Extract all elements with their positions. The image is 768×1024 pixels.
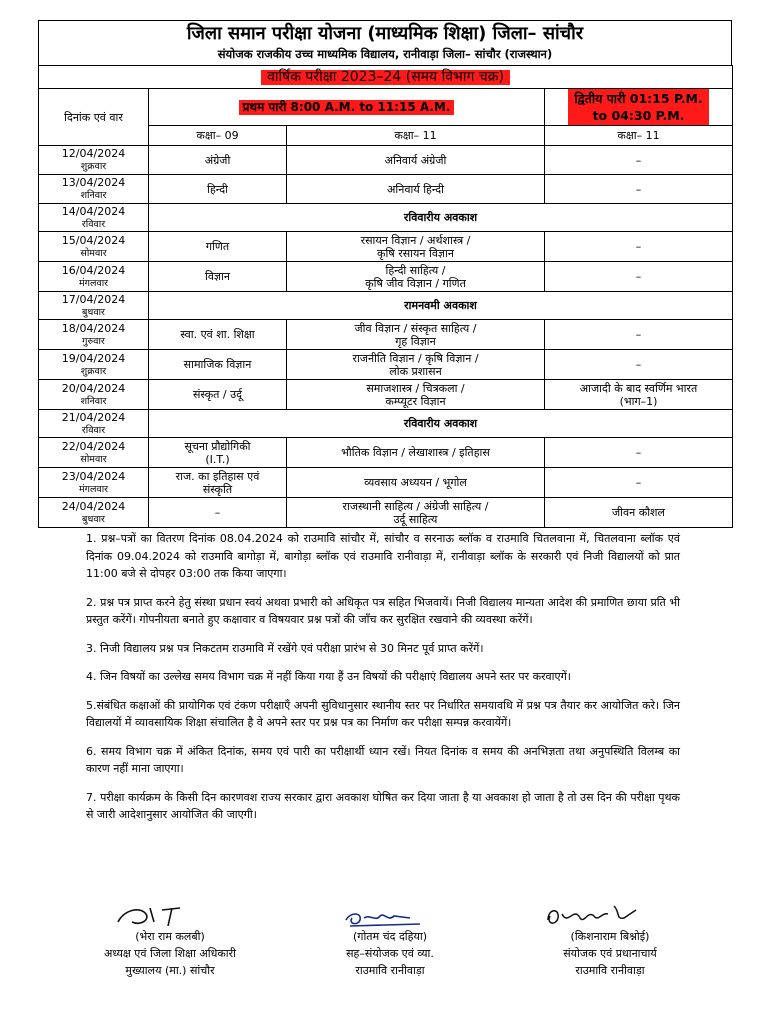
date-value: 19/04/2024 — [61, 351, 126, 365]
class11-shift2-subject: – — [545, 175, 733, 204]
class9-subject: विज्ञान — [149, 262, 287, 292]
document-header — [38, 20, 732, 65]
table-row — [39, 468, 733, 498]
signatory-office: मुख्यालय (मा.) सांचौर — [125, 964, 215, 977]
day-value: मंगलवार — [78, 483, 109, 495]
page-title: जिला समान परीक्षा योजना (माध्यमिक शिक्षा) जिला– सांचौर — [186, 23, 584, 44]
note-item: 1. प्रश्न–पत्रों का वितरण दिनांक 08.04.2024 को राउमावि सांचौर में, सांचौर व सरनाऊ ब्लॉक व राउमावि चितलवाना में, चितलवाना ब्लॉक एवं दिनांक 09.04.2024 को राउमावि बागोड़ा में, बागोड़ा ब्लॉक एवं राउमावि रानीवाड़ा में, रानीवाड़ा ब्लॉक के सरकारी एवं निजी विद्यालयों को प्रात 11:00 बजे से दोपहर 03:00 तक किया जाएगा। — [86, 532, 680, 580]
date-cell — [39, 204, 149, 232]
class9-subject: हिन्दी — [149, 175, 287, 204]
class9-subject: अंग्रेजी — [149, 146, 287, 175]
date-value: 15/04/2024 — [61, 233, 126, 247]
class11-header: कक्षा– 11 — [287, 126, 545, 146]
class9-subject: संस्कृत / उर्दू — [149, 380, 287, 410]
holiday-cell: रामनवमी अवकाश — [149, 292, 733, 320]
class11-subject: व्यवसाय अध्ययन / भूगोल — [287, 468, 545, 498]
date-value: 14/04/2024 — [61, 204, 126, 218]
class11-shift2-subject: जीवन कौशल — [545, 498, 733, 528]
signatory-name: (गोतम चंद दहिया) — [352, 930, 428, 943]
table-row — [39, 204, 733, 232]
table-row — [39, 232, 733, 262]
class9-subject: गणित — [149, 232, 287, 262]
signature-image — [60, 900, 280, 928]
day-value: शुक्रवार — [80, 365, 107, 377]
date-value: 18/04/2024 — [61, 321, 126, 335]
class11-subject: हिन्दी साहित्य / कृषि जीव विज्ञान / गणित — [287, 262, 545, 292]
day-value: शुक्रवार — [80, 161, 107, 172]
class11-shift2-subject: – — [545, 350, 733, 380]
class9-header: कक्षा– 09 — [149, 126, 287, 146]
day-value: रविवार — [81, 218, 106, 230]
class11-shift2-subject: – — [545, 232, 733, 262]
class11-subject: अनिवार्य अंग्रेजी — [287, 146, 545, 175]
class11-subject: रसायन विज्ञान / अर्थशास्त्र / कृषि रसायन विज्ञान — [287, 232, 545, 262]
date-cell — [39, 438, 149, 468]
class9-subject: – — [149, 498, 287, 528]
date-value: 16/04/2024 — [61, 263, 126, 277]
note-item: 7. परीक्षा कार्यक्रम के किसी दिन कारणवश राज्य सरकार द्वारा अवकाश घोषित कर दिया जाता है या अवकाश हो जाता है तो उस दिन की परीक्षा पृथक से जारी आदेशानुसार आयोजित की जाएगी। — [86, 790, 680, 821]
signature-image — [280, 900, 500, 928]
date-value: 22/04/2024 — [61, 439, 126, 453]
date-cell — [39, 468, 149, 498]
shift1-label: प्रथम पारी 8:00 A.M. to 11:15 A.M. — [239, 100, 455, 115]
signatory-office: राउमावि रानीवाड़ा — [355, 964, 425, 977]
day-value: रविवार — [81, 424, 106, 436]
table-row — [39, 350, 733, 380]
note-item: 6. समय विभाग चक्र में अंकित दिनांक, समय एवं पारी का परीक्षार्थी ध्यान रखें। नियत दिनांक व समय की अनभिज्ञता तथा अनुपस्थिति विलम्ब का कारण नहीं माना जाएगा। — [86, 744, 680, 775]
class9-subject: स्वा. एवं शा. शिक्षा — [149, 320, 287, 350]
note-item: 3. निजी विद्यालय प्रश्न पत्र निकटतम राउमावि में रखेंगे एवं परीक्षा प्रारंभ से 30 मिनट पूर्व प्राप्त करेंगें। — [86, 641, 484, 655]
timetable-body — [39, 146, 733, 528]
class11-subject: समाजशास्त्र / चित्रकला / कम्प्यूटर विज्ञान — [287, 380, 545, 410]
table-row — [39, 438, 733, 468]
day-value: गुरुवार — [82, 335, 105, 347]
shift2-label: द्वितीय पारी 01:15 P.M. to 04:30 P.M. — [568, 89, 708, 125]
signature-3 — [500, 900, 720, 979]
class11-shift2-subject: – — [545, 146, 733, 175]
note-item: 2. प्रश्न पत्र प्राप्त करने हेतु संस्था प्रधान स्वयं अथवा प्रभारी को अधिकृत पत्र सहित भिजवायें। निजी विद्यालय मान्यता आदेश की प्रमाणित छाया प्रति भी प्रस्तुत करेंगें। गोपनीयता बनाते हुए कक्षावार व विषयवार प्रश्न पत्रों की जाँच कर सुरक्षित रखवाने की व्यवस्था करेंगें। — [86, 595, 680, 626]
date-cell — [39, 380, 149, 410]
table-row — [39, 262, 733, 292]
table-row — [39, 320, 733, 350]
date-value: 17/04/2024 — [61, 292, 126, 306]
date-value: 13/04/2024 — [61, 176, 126, 189]
date-value: 20/04/2024 — [61, 381, 126, 395]
class11-subject: अनिवार्य हिन्दी — [287, 175, 545, 204]
signatory-office: राउमावि रानीवाड़ा — [575, 964, 645, 977]
class11-subject: राजस्थानी साहित्य / अंग्रेजी साहित्य / उर्दू साहित्य — [287, 498, 545, 528]
class11-subject: जीव विज्ञान / संस्कृत साहित्य / गृह विज्ञान — [287, 320, 545, 350]
day-value: सोमवार — [80, 247, 107, 259]
shift-row — [39, 89, 733, 126]
table-row — [39, 498, 733, 528]
date-cell — [39, 292, 149, 320]
table-row — [39, 292, 733, 320]
class11-subject: राजनीति विज्ञान / कृषि विज्ञान / लोक प्रशासन — [287, 350, 545, 380]
signatory-designation: संयोजक एवं प्रधानाचार्य — [563, 947, 657, 960]
signature-1 — [60, 900, 280, 979]
day-value: मंगलवार — [78, 277, 109, 289]
instructions — [86, 530, 680, 835]
date-cell — [39, 175, 149, 204]
class11-shift2-subject: – — [545, 320, 733, 350]
table-row — [39, 175, 733, 204]
class9-subject: सूचना प्रौद्योगिकी (I.T.) — [149, 438, 287, 468]
signature-block — [60, 900, 720, 1010]
signature-2 — [280, 900, 500, 979]
note-item: 5.संबंधित कक्षाओं की प्रायोगिक एवं टंकण परीक्षाएँ अपनी सुविधानुसार स्थानीय स्तर पर निर्धारित समयावधि में प्रश्न पत्र तैयार कर आयोजित करे। जिन विद्यालयों में व्यावसायिक शिक्षा संचालित है वे अपने स्तर पर प्रश्न पत्र का निर्माण कर परीक्षा सम्पन्न करवायेंगें। — [86, 698, 680, 729]
date-value: 24/04/2024 — [61, 499, 126, 513]
year-title-row — [39, 66, 733, 89]
signatory-designation: सह–संयोजक एवं व्या. — [346, 947, 434, 960]
table-row — [39, 380, 733, 410]
date-cell — [39, 498, 149, 528]
table-row — [39, 146, 733, 175]
holiday-cell: रविवारीय अवकाश — [149, 410, 733, 438]
timetable-document — [38, 20, 732, 528]
signatory-name: (किशनाराम बिश्नोई) — [570, 930, 650, 943]
day-value: शनिवार — [80, 190, 107, 201]
class11-header-2: कक्षा– 11 — [545, 126, 733, 146]
table-row — [39, 410, 733, 438]
class11-shift2-subject: – — [545, 438, 733, 468]
date-header: दिनांक एवं वार — [39, 89, 149, 146]
date-value: 12/04/2024 — [61, 147, 126, 160]
class9-subject: राज. का इतिहास एवं संस्कृति — [149, 468, 287, 498]
day-value: शनिवार — [80, 395, 107, 407]
day-value: सोमवार — [80, 453, 107, 465]
signature-image — [500, 900, 720, 928]
date-cell — [39, 262, 149, 292]
class9-subject: सामाजिक विज्ञान — [149, 350, 287, 380]
note-item: 4. जिन विषयों का उल्लेख समय विभाग चक्र में नहीं किया गया हैं उन विषयों की परीक्षाएं विद्यालय अपने स्तर पर करवाएगें। — [86, 670, 571, 683]
date-cell — [39, 350, 149, 380]
signatory-designation: अध्यक्ष एवं जिला शिक्षा अधिकारी — [103, 947, 237, 960]
date-cell — [39, 320, 149, 350]
date-cell — [39, 232, 149, 262]
class11-subject: भौतिक विज्ञान / लेखाशास्त्र / इतिहास — [287, 438, 545, 468]
date-value: 21/04/2024 — [61, 410, 126, 424]
class11-shift2-subject: आजादी के बाद स्वर्णिम भारत (भाग–1) — [545, 380, 733, 410]
class11-shift2-subject: – — [545, 262, 733, 292]
date-cell — [39, 146, 149, 175]
signatory-name: (भेरा राम कलबी) — [135, 930, 205, 943]
date-cell — [39, 410, 149, 438]
exam-timetable — [38, 65, 733, 528]
day-value: बुधवार — [82, 513, 105, 525]
year-title: वार्षिक परीक्षा 2023–24 (समय विभाग चक्र) — [261, 70, 510, 85]
day-value: बुधवार — [82, 306, 105, 318]
page-subtitle: संयोजक राजकीय उच्च माध्यमिक विद्यालय, रानीवाड़ा जिला– सांचौर (राजस्थान) — [217, 47, 553, 61]
holiday-cell: रविवारीय अवकाश — [149, 204, 733, 232]
date-value: 23/04/2024 — [61, 469, 126, 483]
class11-shift2-subject: – — [545, 468, 733, 498]
